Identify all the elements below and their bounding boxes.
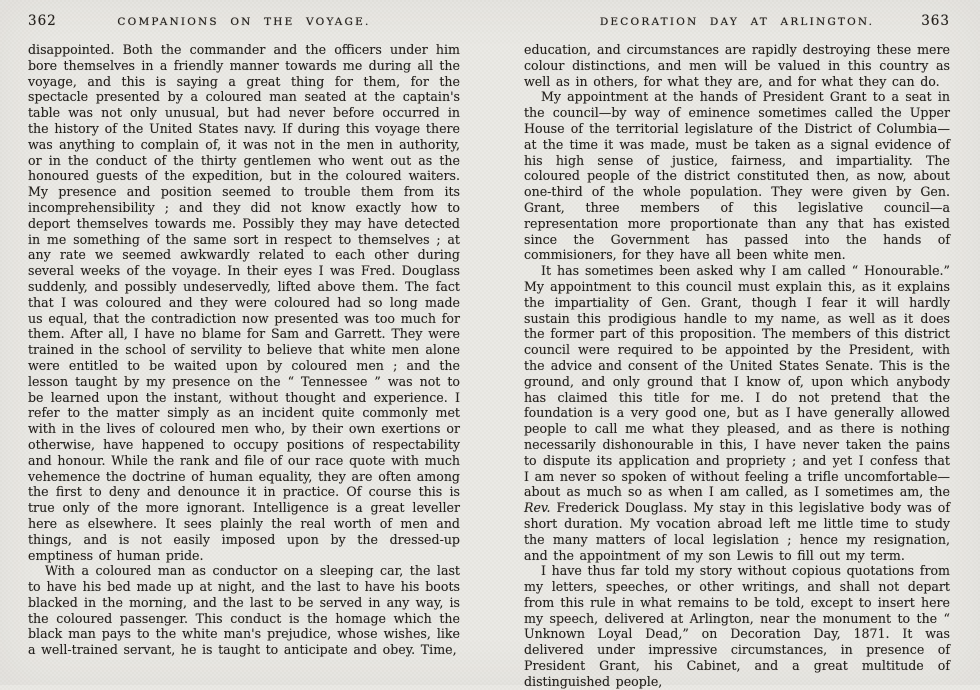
- paragraph: I have thus far told my story without copious quotations from my letters, speeches, or other writings, and shall not depart from this rule in what remains to be told, except to insert here my speech, delivered at Arlington, near the monument to the “ Unknown Loyal Dead,” on Decoration Day, 1871. It was delivered under impressive circumstances, in presence of President Grant, his Cabinet, and a great multitude of distinguished people,: [524, 563, 950, 689]
- page-right: [490, 0, 980, 689]
- paragraph: [524, 263, 950, 563]
- page-number-left: 362: [28, 13, 57, 29]
- page-body-right: [524, 42, 950, 690]
- running-head-right: DECORATION DAY AT ARLINGTON.: [599, 16, 875, 28]
- page-number-right: 363: [921, 13, 950, 29]
- paragraph: education, and circumstances are rapidly destroying these mere colour distinctions, and men will be valued in this country as well as in others, for what they are, and for what they can do.: [524, 42, 950, 89]
- paragraph: disappointed. Both the commander and the officers under him bore themselves in a friendly manner towards me during all the voyage, and this is saying a great thing for them, for the spectacle presented by a coloured man seated at the captain's table was not only unusual, but had never before occurred in the history of the United States navy. If during this voyage there was anything to complain of, it was not in the men in authority, or in the conduct of the thirty gentlemen who went out as the honoured guests of the expedition, but in the coloured waiters. My presence and position seemed to trouble them from its incomprehensibility ; and they did not know exactly how to deport themselves towards me. Possibly they may have detected in me something of the same sort in respect to themselves ; at any rate we seemed awkwardly related to each other during several weeks of the voyage. In their eyes I was Fred. Douglass suddenly, and possibly undeservedly, lifted above them. The fact that I was coloured and they were coloured had so long made us equal, that the contradiction now presented was too much for them. After all, I have no blame for Sam and Garrett. They were trained in the school of servility to believe that white men alone were entitled to be waited upon by coloured men ; and the lesson taught by my presence on the “ Tennessee ” was not to be learned upon the instant, without thought and experience. I refer to the matter simply as an incident quite commonly met with in the lives of coloured men who, by their own exertions or otherwise, have happened to occupy positions of respectability and honour. While the rank and file of our race quote with much vehemence the doctrine of human equality, they are often among the first to deny and denounce it in practice. Of course this is true only of the more ignorant. Intelligence is a great leveller here as elsewhere. It sees plainly the real worth of men and things, and is not easily imposed upon by the dressed-up emptiness of human pride.: [28, 42, 460, 563]
- rev-title-italic: Rev.: [524, 500, 551, 516]
- page-header-right: [524, 13, 950, 29]
- page-body-left: [28, 42, 460, 658]
- running-head-left: COMPANIONS ON THE VOYAGE.: [117, 16, 371, 28]
- paragraph-text: Frederick Douglass. My stay in this legislative body was of short duration. My vocation abroad left me little time to study the many matters of local legislation ; hence my resignation, and the appointment of my son Lewis to fill out my term.: [524, 500, 950, 563]
- page-header-left: [28, 13, 460, 29]
- paragraph-text: It has sometimes been asked why I am called “ Honourable.” My appointment to this council must explain this, as it explains the impartiality of Gen. Grant, though I fear it will hardly sustain this prodigious handle to my name, as well as it does the former part of this proposition. The members of this district council were required to be appointed by the President, with the advice and consent of the United States Senate. This is the ground, and only ground that I know of, upon which anybody has claimed this title for me. I do not pretend that the foundation is a very good one, but as I have generally allowed people to call me what they pleased, and as there is nothing necessarily dishonourable in this, I have never taken the pains to dispute its application and propriety ; and yet I confess that I am never so spoken of without feeling a trifle uncomfortable—about as much so as when I am called, as I sometimes am, the: [524, 263, 950, 500]
- page-left: [0, 0, 490, 685]
- paragraph: With a coloured man as conductor on a sleeping car, the last to have his bed made up at night, and the last to have his boots blacked in the morning, and the last to be served in any way, is the coloured passenger. This conduct is the homage which the black man pays to the white man's prejudice, whose wishes, like a well-trained servant, he is taught to anticipate and obey. Time,: [28, 563, 460, 658]
- paragraph: My appointment at the hands of President Grant to a seat in the council—by way of eminence sometimes called the Upper House of the territorial legislature of the District of Columbia—at the time it was made, must be taken as a signal evidence of his high sense of justice, fairness, and impartiality. The coloured people of the district constituted then, as now, about one-third of the whole population. They were given by Gen. Grant, three members of this legislative council—a representation more proportionate than any that has existed since the Government has passed into the hands of commisioners, for they have all been white men.: [524, 89, 950, 263]
